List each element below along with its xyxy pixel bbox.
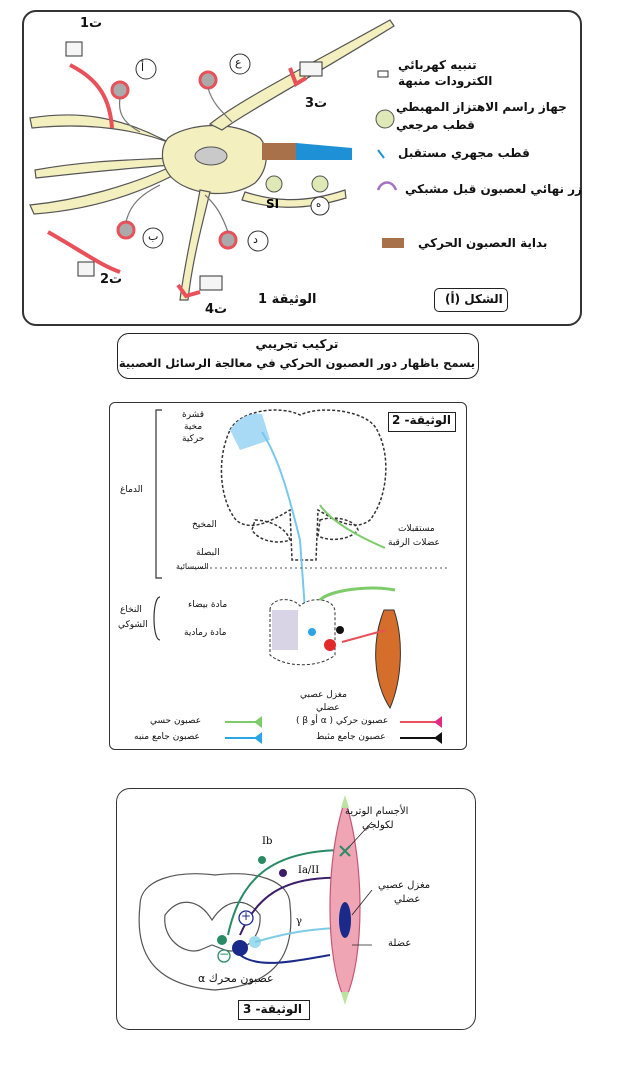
- caption-line1: تركيب تجريبي: [255, 337, 339, 351]
- golgi-label-2: لكولجي: [362, 820, 394, 831]
- cortex-2: مخية: [184, 422, 203, 432]
- label-d: د: [253, 233, 258, 246]
- fiber-gamma: [255, 928, 335, 942]
- grey-matter-label: مادة رمادية: [184, 628, 227, 638]
- legend-inter-ex: عصبون جامع منبه: [134, 732, 200, 742]
- cerebellum-label: المخيخ: [192, 520, 217, 530]
- white-matter-label: مادة بيضاء: [188, 600, 228, 610]
- brain-label: الدماغ: [120, 485, 143, 495]
- marker-t4: ت4: [205, 302, 228, 317]
- label-si: SI: [266, 197, 280, 211]
- muscle: [330, 800, 360, 1000]
- legend-scope: جهاز راسم الاهتزاز المهبطي: [396, 100, 567, 114]
- spindle-label-2: عضلي: [316, 703, 340, 713]
- legend-sensory: عصبون حسي: [150, 716, 202, 726]
- receptors-2: عضلات الرقبة: [388, 538, 440, 548]
- doc1-label: الوثيقة 1: [258, 292, 317, 307]
- marker-t1: ت1: [80, 16, 103, 31]
- cortex-1: قشرة: [182, 410, 205, 420]
- muscle-spindle-3: [339, 902, 351, 938]
- spindle-label-1: مغزل عصبي: [300, 690, 347, 700]
- marker-t2: ت2: [100, 272, 123, 287]
- fiber-ia-label: Ia/II: [298, 865, 320, 876]
- legend-stim2: الكترودات منبهة: [398, 74, 493, 88]
- legend-inter-inh: عصبون جامع مثبط: [316, 732, 386, 742]
- plus-sign: +: [241, 909, 252, 923]
- alpha-motor-neuron: [232, 940, 248, 956]
- spindle3-label-2: عضلي: [394, 894, 421, 905]
- legend-ref: قطب مرجعي: [396, 118, 475, 132]
- caption-line2: يسمح باظهار دور العصبون الحركي في معالجة الرسائل العصبية: [118, 356, 476, 370]
- fiber-alpha: [240, 955, 330, 963]
- spindle3-label-1: مغزل عصبي: [378, 880, 431, 891]
- spinal-2: الشوكي: [118, 620, 148, 630]
- minus-sign: −: [219, 947, 230, 961]
- alpha-neuron-label: عصبون محرك α: [198, 972, 274, 985]
- medulla2-label: السيسائية: [176, 562, 209, 571]
- marker-t3: ت3: [305, 96, 328, 111]
- fiber-gamma-label: γ: [296, 916, 302, 927]
- figure-a-label: الشكل (أ): [445, 292, 503, 306]
- legend-motor: عصبون حركي ( α أو β ): [296, 716, 389, 726]
- cortex-3: حركية: [182, 434, 205, 444]
- muscle-label: عضلة: [388, 938, 412, 949]
- label-a: أ: [141, 61, 145, 74]
- golgi-label-1: الأجسام الوترية: [345, 806, 409, 817]
- spinal-1: النخاع: [120, 605, 142, 615]
- doc3-title: الوثيقة- 3: [243, 1002, 302, 1016]
- doc2-title: الوثيقة- 2: [392, 413, 451, 427]
- label-e: ع: [235, 56, 242, 69]
- label-h: ه: [316, 199, 322, 210]
- legend-button: زر نهائي لعصبون قبل مشبكي: [405, 182, 582, 196]
- medulla-label: البصلة: [196, 548, 220, 558]
- legend-stim: تنبيه كهربائي: [398, 58, 477, 72]
- fiber-ia: [240, 878, 345, 935]
- fiber-ib-label: Ib: [262, 836, 273, 847]
- legend-rec: قطب مجهري مستقبل: [398, 146, 530, 160]
- legend-start: بداية العصبون الحركي: [418, 236, 548, 250]
- interneuron: [217, 935, 227, 945]
- label-b: ب: [148, 230, 159, 243]
- receptors-1: مستقبلات: [398, 524, 435, 534]
